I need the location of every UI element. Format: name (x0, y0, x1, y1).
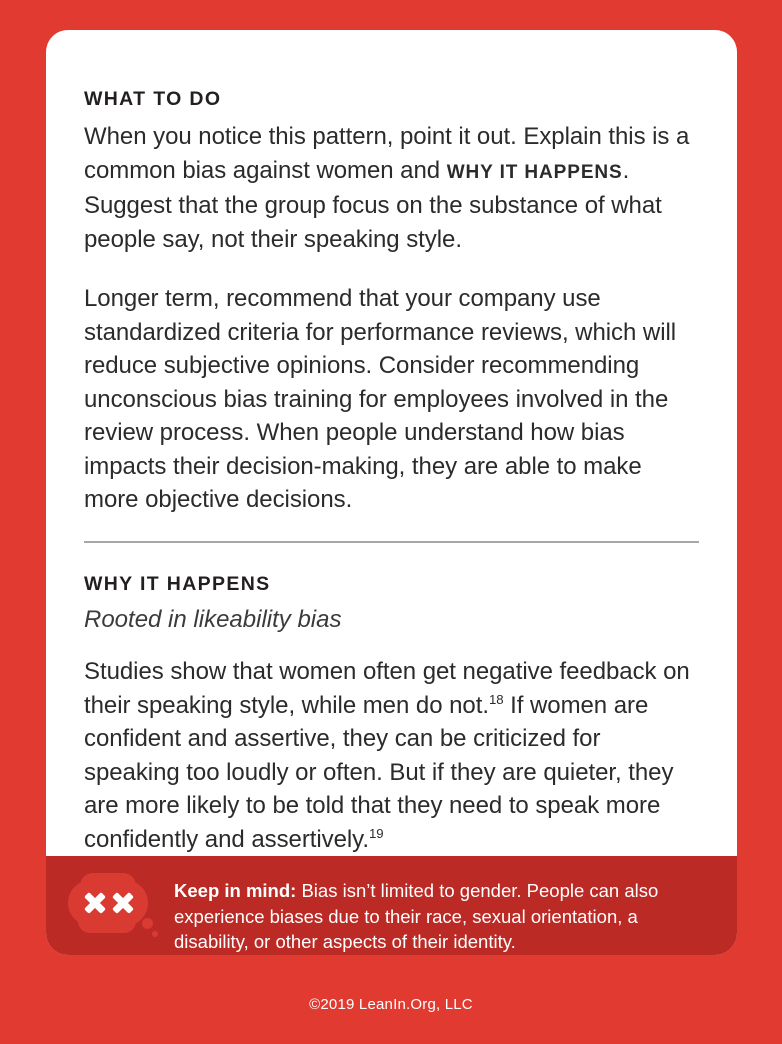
x-icon-first (85, 893, 106, 914)
why-it-happens-paragraph (84, 655, 699, 856)
section-divider (84, 541, 699, 543)
paragraph-1-text-part-1: When you notice this pattern, point it out. Explain this is a common bias against women and (84, 123, 690, 184)
callout-body: Bias isn’t limited to gender. People can also experience biases due to their race, sexual orientation, a disability, or other aspects of their identity. (174, 880, 659, 953)
keep-in-mind-callout (46, 856, 737, 955)
callout-text (174, 876, 711, 955)
callout-label: Keep in mind: (174, 880, 297, 902)
footnote-marker-19: 19 (368, 825, 384, 841)
footnote-marker-18: 18 (488, 691, 504, 707)
paragraph-1-text-part-2: . Suggest that the group focus on the substance of what people say, not their speaking style. (84, 156, 662, 253)
why-paragraph-part-2: If women are confident and assertive, they can be criticized for speaking too loudly or often. But if they are quieter, they are more likely to be told that they need to speak more confidently and assertively. (84, 691, 674, 853)
bubble-dot-large (142, 918, 153, 929)
why-it-happens-section (84, 573, 699, 856)
x-icon-second (113, 893, 134, 914)
x-marks-group (81, 890, 137, 916)
what-to-do-paragraph-1 (84, 120, 699, 256)
inline-reference-why-it-happens: WHY IT HAPPENS (446, 161, 623, 183)
what-to-do-paragraph-2: Longer term, recommend that your company use standardized criteria for performance reviews, which will reduce subjective opinions. Consider recommending unconscious bias training for employees involved in the review process. When people understand how bias impacts their decision-making, they are able to make more objective decisions. (84, 285, 677, 514)
bubble-dot-small (152, 931, 158, 937)
content-card (46, 30, 737, 955)
card-body (46, 30, 737, 856)
copyright-footer: ©2019 LeanIn.Org, LLC (309, 996, 473, 1013)
thought-bubble-x-icon (66, 880, 158, 942)
why-paragraph-part-1: Studies show that women often get negative feedback on their speaking style, while men do not. (84, 658, 690, 719)
what-to-do-heading: WHAT TO DO (84, 88, 222, 110)
what-to-do-section (84, 88, 699, 517)
why-it-happens-subheading: Rooted in likeability bias (84, 606, 342, 634)
why-it-happens-heading: WHY IT HAPPENS (84, 572, 271, 595)
